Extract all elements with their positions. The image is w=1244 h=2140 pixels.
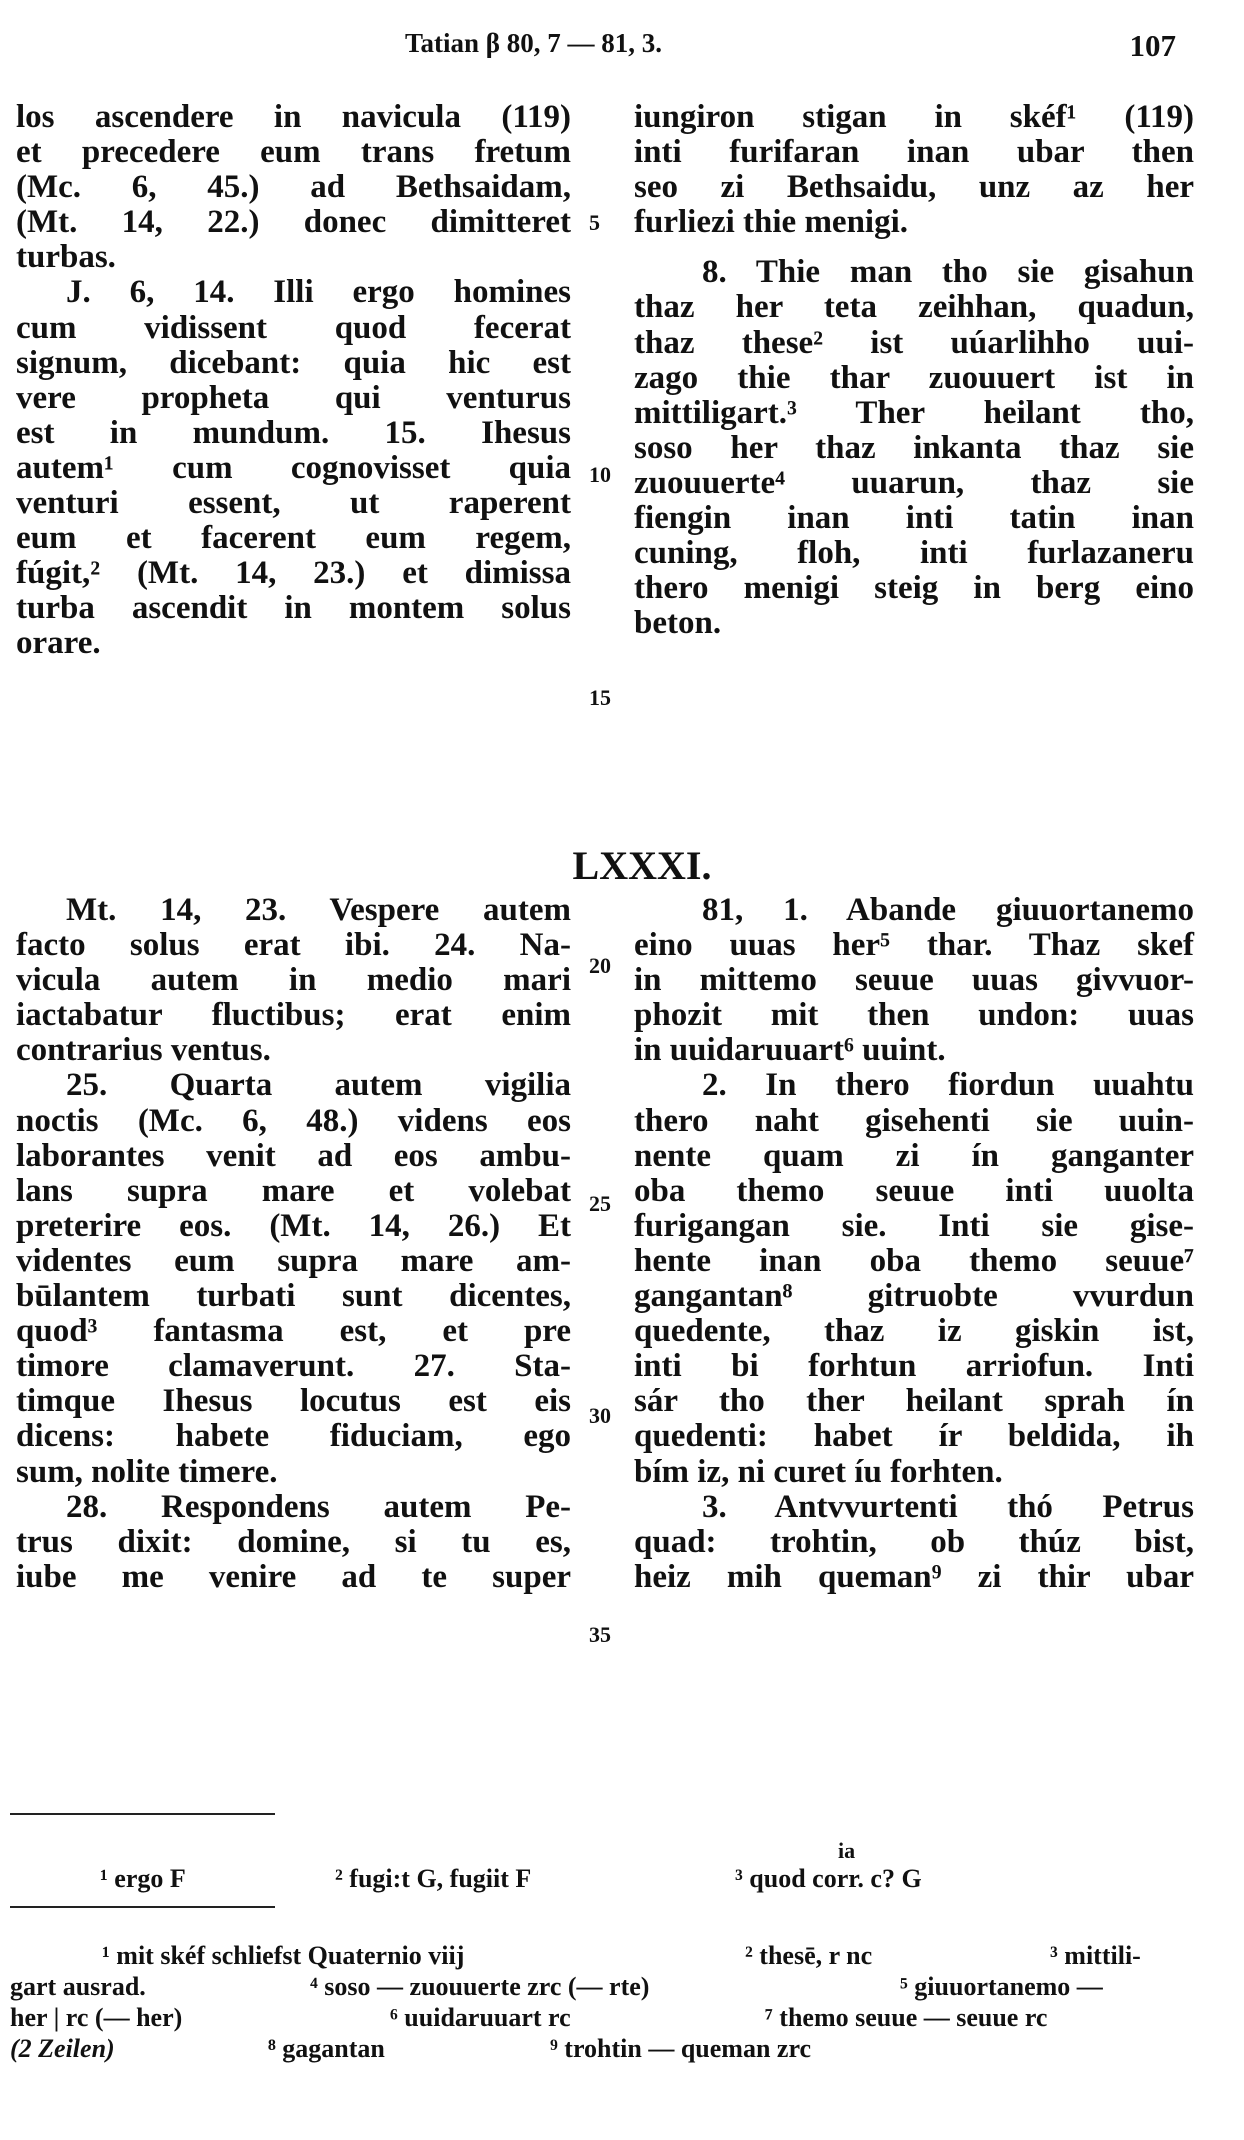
footnote: (2 Zeilen) <box>10 2034 115 2063</box>
text-line: videntes eum supra mare am- <box>16 1242 571 1279</box>
text-line: vere propheta qui venturus <box>16 379 571 416</box>
line-number: 15 <box>589 685 611 710</box>
text-line: iube me venire ad te super <box>16 1558 571 1595</box>
text-line: signum, dicebant: quia hic est <box>16 344 571 381</box>
text-line: fúgit,² (Mt. 14, 23.) et dimissa <box>16 555 571 592</box>
text-line: furliezi thie menigi. <box>634 204 909 241</box>
footnote-row <box>10 1971 1190 2002</box>
text-line: et precedere eum trans fretum <box>16 134 571 171</box>
footnote: ³ quod corr. c? G <box>735 1864 922 1893</box>
line-number: 30 <box>589 1403 611 1428</box>
text-line: phozit mit then undon: uuas <box>634 997 1194 1034</box>
footnote-row <box>10 2033 1190 2064</box>
footnote: ⁸ gagantan <box>268 2034 385 2063</box>
running-head: Tatian β 80, 7 — 81, 3. <box>405 28 663 58</box>
text-line: 8. Thie man tho sie gisahun <box>702 254 1194 291</box>
text-line: zuouuerte⁴ uuarun, thaz sie <box>634 464 1194 501</box>
latin-footnotes <box>0 1838 1244 1898</box>
latin-column-bottom <box>16 893 571 1595</box>
line-number: 25 <box>589 1191 611 1216</box>
footnote-rule <box>10 1906 275 1908</box>
footnote-correction: ia <box>838 1838 856 1863</box>
footnote: ¹ ergo F <box>100 1864 186 1893</box>
text-line: dicens: habete fiduciam, ego <box>16 1418 571 1455</box>
text-line: quedente, thaz iz giskin ist, <box>634 1313 1194 1350</box>
text-line: 28. Respondens autem Pe- <box>66 1488 571 1525</box>
text-line: thero naht gisehenti sie uuin- <box>634 1102 1194 1139</box>
text-line: in mittemo seuue uuas givvuor- <box>634 962 1194 999</box>
footnote-rule <box>10 1813 275 1815</box>
footnote-row <box>10 2002 1190 2033</box>
text-line: zago thie thar zuouuert ist in <box>634 359 1194 396</box>
text-line: būlantem turbati sunt dicentes, <box>16 1278 571 1315</box>
text-line: nente quam zi ín ganganter <box>634 1137 1194 1174</box>
text-line: autem¹ cum cognovisset quia <box>16 449 571 486</box>
text-line: beton. <box>634 605 722 642</box>
footnote: ⁶ uuidaruuart rc <box>390 2003 571 2032</box>
text-line: preterire eos. (Mt. 14, 26.) Et <box>16 1207 571 1244</box>
spacer <box>634 240 1194 255</box>
footnote: ⁷ themo seuue — seuue rc <box>765 2003 1048 2032</box>
text-line: thaz her teta zeihhan, quadun, <box>634 289 1194 326</box>
text-line: inti bi forhtun arriofun. Inti <box>634 1348 1194 1385</box>
text-line: trus dixit: domine, si tu es, <box>16 1523 571 1560</box>
text-line: laborantes venit ad eos ambu- <box>16 1137 571 1174</box>
text-line: contrarius ventus. <box>16 1032 271 1069</box>
text-line: 25. Quarta autem vigilia <box>66 1067 571 1104</box>
section-heading: LXXXI. <box>572 843 712 888</box>
text-line: turba ascendit in montem solus <box>16 590 571 627</box>
text-line: orare. <box>16 625 101 662</box>
text-line: quedenti: habet ír beldida, ih <box>634 1418 1194 1455</box>
text-line: Mt. 14, 23. Vespere autem <box>66 892 571 928</box>
footnote: gart ausrad. <box>10 1972 146 2001</box>
text-line: iungiron stigan in skéf¹ (119) <box>634 99 1194 135</box>
footnote: ² fugi:t G, fugiit F <box>335 1864 532 1893</box>
running-header <box>0 28 1244 72</box>
text-line: 2. In thero fiordun uuahtu <box>702 1067 1194 1104</box>
text-line: seo zi Bethsaidu, unz az her <box>634 169 1194 206</box>
footnote: ⁹ trohtin — queman zrc <box>550 2034 812 2063</box>
text-line: 81, 1. Abande giuuortanemo <box>702 892 1194 928</box>
text-line: quad: trohtin, ob thúz bist, <box>634 1523 1194 1560</box>
ohg-column-top <box>634 100 1194 641</box>
text-line: iactabatur fluctibus; erat enim <box>16 997 571 1034</box>
footnote-row <box>10 1940 1190 1971</box>
line-number: 5 <box>589 210 600 235</box>
text-line: hente inan oba themo seuue⁷ <box>634 1242 1194 1279</box>
text-line: timque Ihesus locutus est eis <box>16 1383 571 1420</box>
text-line: cuning, floh, inti furlazaneru <box>634 535 1194 572</box>
page-number: 107 <box>1129 28 1176 63</box>
text-line: furigangan sie. Inti sie gise- <box>634 1207 1194 1244</box>
text-line: sár tho ther heilant sprah ín <box>634 1383 1194 1420</box>
text-line: mittiligart.³ Ther heilant tho, <box>634 394 1194 431</box>
text-line: eum et facerent eum regem, <box>16 520 571 557</box>
text-line: cum vidissent quod fecerat <box>16 309 571 346</box>
ohg-column-bottom <box>634 893 1194 1595</box>
line-number: 35 <box>589 1622 611 1647</box>
text-line: timore clamaverunt. 27. Sta- <box>16 1348 571 1385</box>
text-line: fiengin inan inti tatin inan <box>634 500 1194 537</box>
text-line: 3. Antvvurtenti thó Petrus <box>702 1488 1194 1525</box>
text-line: gangantan⁸ gitruobte vvurdun <box>634 1278 1194 1315</box>
text-line: lans supra mare et volebat <box>16 1172 571 1209</box>
text-line: J. 6, 14. Illi ergo homines <box>66 274 571 311</box>
line-number: 20 <box>589 953 611 978</box>
footnote: ³ mittili- <box>1050 1941 1141 1970</box>
text-line: soso her thaz inkanta thaz sie <box>634 429 1194 466</box>
text-line: sum, nolite timere. <box>16 1453 278 1490</box>
text-line: oba themo seuue inti uuolta <box>634 1172 1194 1209</box>
latin-column-top <box>16 100 571 662</box>
text-line: eino uuas her⁵ thar. Thaz skef <box>634 927 1194 964</box>
text-line: los ascendere in navicula (119) <box>16 99 571 135</box>
text-line: quod³ fantasma est, et pre <box>16 1313 571 1350</box>
text-line: (Mc. 6, 45.) ad Bethsaidam, <box>16 169 571 206</box>
text-line: inti furifaran inan ubar then <box>634 134 1194 171</box>
text-line: est in mundum. 15. Ihesus <box>16 414 571 451</box>
text-line: heiz mih queman⁹ zi thir ubar <box>634 1558 1194 1595</box>
footnote: ⁴ soso — zuouuerte zrc (— rte) <box>310 1972 650 2001</box>
line-number: 10 <box>589 462 611 487</box>
text-line: thero menigi steig in berg eino <box>634 570 1194 607</box>
text-line: turbas. <box>16 239 116 276</box>
text-line: (Mt. 14, 22.) donec dimitteret <box>16 204 571 241</box>
text-line: facto solus erat ibi. 24. Na- <box>16 927 571 964</box>
footnote: ² thesē, r nc <box>745 1941 873 1970</box>
footnote: ⁵ giuuortanemo — <box>900 1972 1103 2001</box>
footnote: her | rc (— her) <box>10 2003 183 2032</box>
text-line: bím iz, ni curet íu forhten. <box>634 1453 1003 1490</box>
text-line: noctis (Mc. 6, 48.) videns eos <box>16 1102 571 1139</box>
text-line: thaz these² ist uúarlihho uui- <box>634 324 1194 361</box>
text-line: in uuidaruuart⁶ uuint. <box>634 1032 946 1069</box>
text-line: venturi essent, ut raperent <box>16 485 571 522</box>
footnote: ¹ mit skéf schliefst Quaternio viij <box>102 1941 465 1970</box>
ohg-footnotes <box>10 1940 1190 2064</box>
text-line: vicula autem in medio mari <box>16 962 571 999</box>
